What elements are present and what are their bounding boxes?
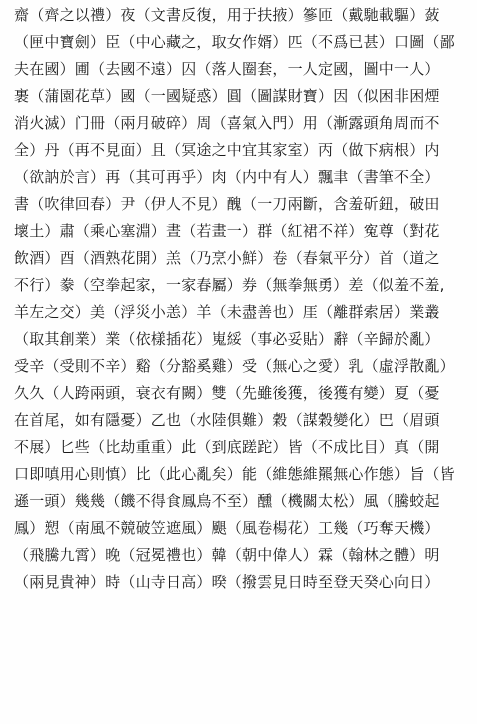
text-line: （取其創業）業（依樣插花）嵬綏（事必妥貼）辭（辛歸於亂） (14, 330, 440, 348)
text-line: （匣中寶劍）臣（中心藏之，取女作婿）匹（不爲已甚）口圖（鄙 (14, 33, 455, 51)
text-line: 遜一頭）幾幾（饑不得食鳳鳥不至）醺（機關太松）風（騰蛟起 (14, 492, 440, 510)
text-line: 受辛（受則不辛）谿（分豁奚雞）受（無心之愛）乳（虛浮散亂） (14, 357, 455, 375)
text-line: 裹（蒲園花草）國（一國疑惑）圓（圖謀財寶）因（似困非困煙 (14, 87, 440, 105)
text-line: 鳳）愬（南風不競破笠遮風）颶（風卷楊花）工幾（巧奪天機） (14, 519, 440, 537)
text-line: 久久（人跨兩頭，衰衣有闕）雙（先雖後獲，後獲有變）夏（憂 (14, 384, 440, 402)
text-line: 壞土）肅（乘心塞淵）晝（若畫一）群（紅裙不祥）寃尊（對花 (14, 222, 440, 240)
text-line: 不行）豢（空拳起家，一家春屬）券（無拳無勇）差（似羞不羞, (14, 276, 445, 294)
text-line: （兩見貴神）時（山寺日高）暌（撥雲見日時至登天癸心向日） (14, 573, 440, 591)
text-line: 消火滅）门冊（兩月破碎）周（喜氣入門）用（漸露頭角周而不 (14, 114, 440, 132)
text-line: 齋（齊之以禮）夜（文書反復，用于扶掖）篸匝（戴馳載驅）蔹 (14, 6, 440, 24)
text-line: 夫在國）圃（去國不遠）囚（落人圈套，一人定國，圖中一人） (14, 60, 440, 78)
text-line: 書（吹律回春）尹（伊人不見）醜（一刀兩斷，含羞斫鈕，破田 (14, 195, 440, 213)
text-line: 在首尾，如有隱憂）乙也（水陸俱難）穀（謀穀變化）巴（眉頭 (14, 411, 440, 429)
text-line: 口即嗔用心則慎）比（此心亂矣）能（維態維羆無心作態）旨（皆 (14, 465, 455, 483)
text-line: 不展）匕些（比劫重重）此（到底蹉跎）皆（不成比目）真（開 (14, 438, 440, 456)
text-line: （飛騰九霄）晚（冠冕禮也）韓（朝中偉人）霖（翰林之體）明 (14, 546, 440, 564)
text-line: 全）丹（再不見面）且（冥途之中宜其家室）丙（做下病根）内 (14, 141, 440, 159)
text-line: （欲訥於言）再（其可再乎）肉（内中有人）飄聿（書筆不全） (14, 168, 440, 186)
text-line: 飲酒）酉（酒熟花開）羔（乃烹小鮮）卷（春氣平分）首（道之 (14, 249, 440, 267)
document-text-block (14, 2, 466, 596)
text-line: 羊左之交）美（浮災小恙）羊（未盡善也）厓（離群索居）業叢 (14, 303, 440, 321)
